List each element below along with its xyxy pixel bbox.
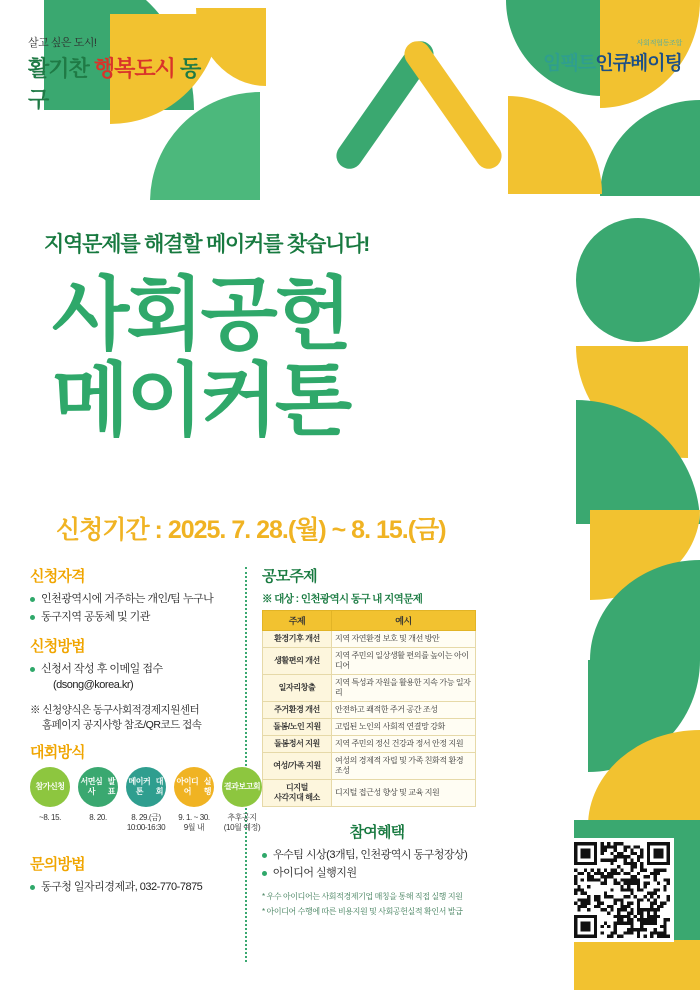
- application-period: 신청기간 : 2025. 7. 28.(월) ~ 8. 15.(금): [56, 516, 446, 544]
- process-step-1: 참가 신청: [30, 767, 70, 807]
- impact-incubating-logo: [543, 38, 682, 75]
- table-cell-topic: 돌봄정서 지원: [263, 736, 332, 753]
- process-steps: [30, 767, 261, 841]
- table-cell-example: 디지털 접근성 향상 및 교육 지원: [332, 780, 476, 807]
- benefit-heading: 참여혜택: [349, 824, 405, 841]
- logo-main: [543, 48, 682, 75]
- table-row: [263, 631, 476, 648]
- benefit-list: [262, 847, 492, 881]
- theme-heading: 공모주제: [262, 568, 317, 585]
- logo-word-2: 행복도시: [93, 56, 180, 81]
- table-cell-example: 여성의 경제적 자립 및 가족 친화적 환경 조성: [332, 753, 476, 780]
- apply-email[interactable]: (dsong@korea.kr): [53, 679, 134, 691]
- list-item: 동구지역 공동체 및 기관: [30, 609, 230, 625]
- table-row: [263, 719, 476, 736]
- table-cell-example: 지역 주민의 일상생활 편의를 높이는 아이디어: [332, 648, 476, 675]
- qualification-heading: 신청자격: [30, 568, 85, 585]
- logo-word-1: 활기찬: [28, 56, 94, 81]
- left-column: [30, 565, 261, 905]
- title-line-1: 사회공헌: [52, 270, 350, 359]
- process-date-1: ~8. 15.: [39, 813, 61, 822]
- process-date-5: 추후공지 (10월 예정): [223, 813, 261, 832]
- table-cell-example: 지역 특성과 자원을 활용한 지속 가능 일자리: [332, 675, 476, 702]
- table-cell-topic: 일자리창출: [263, 675, 332, 702]
- table-header-row: [263, 611, 476, 631]
- right-column: [262, 565, 492, 917]
- logo-tagline: 살고 싶은 도시!: [28, 37, 97, 49]
- benefit-note-1: * 우수 아이디어는 사회적경제기업 매칭을 통해 직접 실행 지원: [262, 892, 463, 901]
- benefit-note-2: * 아이디어 수행에 따른 비용지원 및 사회공헌실적 확인서 발급: [262, 907, 463, 916]
- list-item: 우수팀 시상(3개팀, 인천광역시 동구청장상): [262, 847, 492, 863]
- apply-list: [30, 661, 230, 693]
- process-heading: 대회방식: [30, 744, 85, 761]
- table-header-cell: 주제: [263, 611, 332, 631]
- apply-note-line2: 홈페이지 공지사항 참조/QR코드 접속: [42, 719, 202, 731]
- apply-note: [30, 703, 230, 733]
- table-row: [263, 648, 476, 675]
- column-divider: [245, 567, 247, 962]
- table-header-cell: 예시: [332, 611, 476, 631]
- table-cell-example: 안전하고 쾌적한 주거 공간 조성: [332, 702, 476, 719]
- table-cell-topic: 환경기후 개선: [263, 631, 332, 648]
- apply-heading: 신청방법: [30, 638, 85, 655]
- list-item: 아이디어 실행지원: [262, 865, 492, 881]
- table-row: [263, 736, 476, 753]
- table-row: [263, 675, 476, 702]
- theme-table: [262, 610, 476, 807]
- table-row: [263, 780, 476, 807]
- apply-text: 신청서 작성 후 이메일 접수: [41, 663, 163, 675]
- logo-main-a: 임팩트: [543, 53, 596, 74]
- theme-target-note: ※ 대상 : 인천광역시 동구 내 지역문제: [262, 593, 423, 605]
- table-cell-topic: 주거환경 개선: [263, 702, 332, 719]
- donggu-logo: [28, 34, 208, 112]
- table-cell-topic: 생활편의 개선: [263, 648, 332, 675]
- process-step-4: 아이디어 실행: [174, 767, 214, 807]
- list-item: 인천광역시에 거주하는 개인/팀 누구나: [30, 591, 230, 607]
- list-item: [30, 661, 230, 693]
- contact-heading: 문의방법: [30, 856, 85, 873]
- logo-main-b: 인큐베이팅: [595, 53, 682, 74]
- table-row: [263, 702, 476, 719]
- logo-sub: 사회적협동조합: [636, 40, 682, 47]
- process-date-3: 8. 29.(금) 10:00-16:30: [126, 813, 166, 832]
- process-step-2: 서면심사 발표: [78, 767, 118, 807]
- qr-code-image: [574, 842, 670, 938]
- table-cell-topic: 여성/가족 지원: [263, 753, 332, 780]
- table-cell-example: 지역 자연환경 보호 및 개선 방안: [332, 631, 476, 648]
- table-cell-example: 지역 주민의 정신 건강과 정서 안정 지원: [332, 736, 476, 753]
- title-line-2: 메이커톤: [52, 356, 350, 445]
- logo-wordmark: [28, 52, 208, 114]
- process-date-2: 8. 20.: [89, 813, 107, 822]
- table-row: [263, 753, 476, 780]
- page-title: [52, 272, 349, 444]
- table-body: [263, 631, 476, 807]
- qualification-list: [30, 591, 230, 625]
- logo-word-3: 동구: [28, 56, 201, 112]
- contact-list: [30, 879, 230, 895]
- table-cell-example: 고립된 노인의 사회적 연결망 강화: [332, 719, 476, 736]
- process-step-5: 결과 보고회: [222, 767, 262, 807]
- qr-code[interactable]: [570, 838, 674, 942]
- table-cell-topic: 디지털 사각지대 해소: [263, 780, 332, 807]
- process-step-3: 메이커톤 대회: [126, 767, 166, 807]
- table-cell-topic: 돌봄/노인 지원: [263, 719, 332, 736]
- deco-shape: [576, 218, 700, 342]
- process-date-4: 9. 1. ~ 30. 9월 내: [178, 813, 210, 832]
- list-item: 동구청 일자리경제과, 032-770-7875: [30, 879, 230, 895]
- apply-note-line1: ※ 신청양식은 동구사회적경제지원센터: [30, 704, 200, 716]
- tagline: 지역문제를 해결할 메이커를 찾습니다!: [44, 233, 370, 256]
